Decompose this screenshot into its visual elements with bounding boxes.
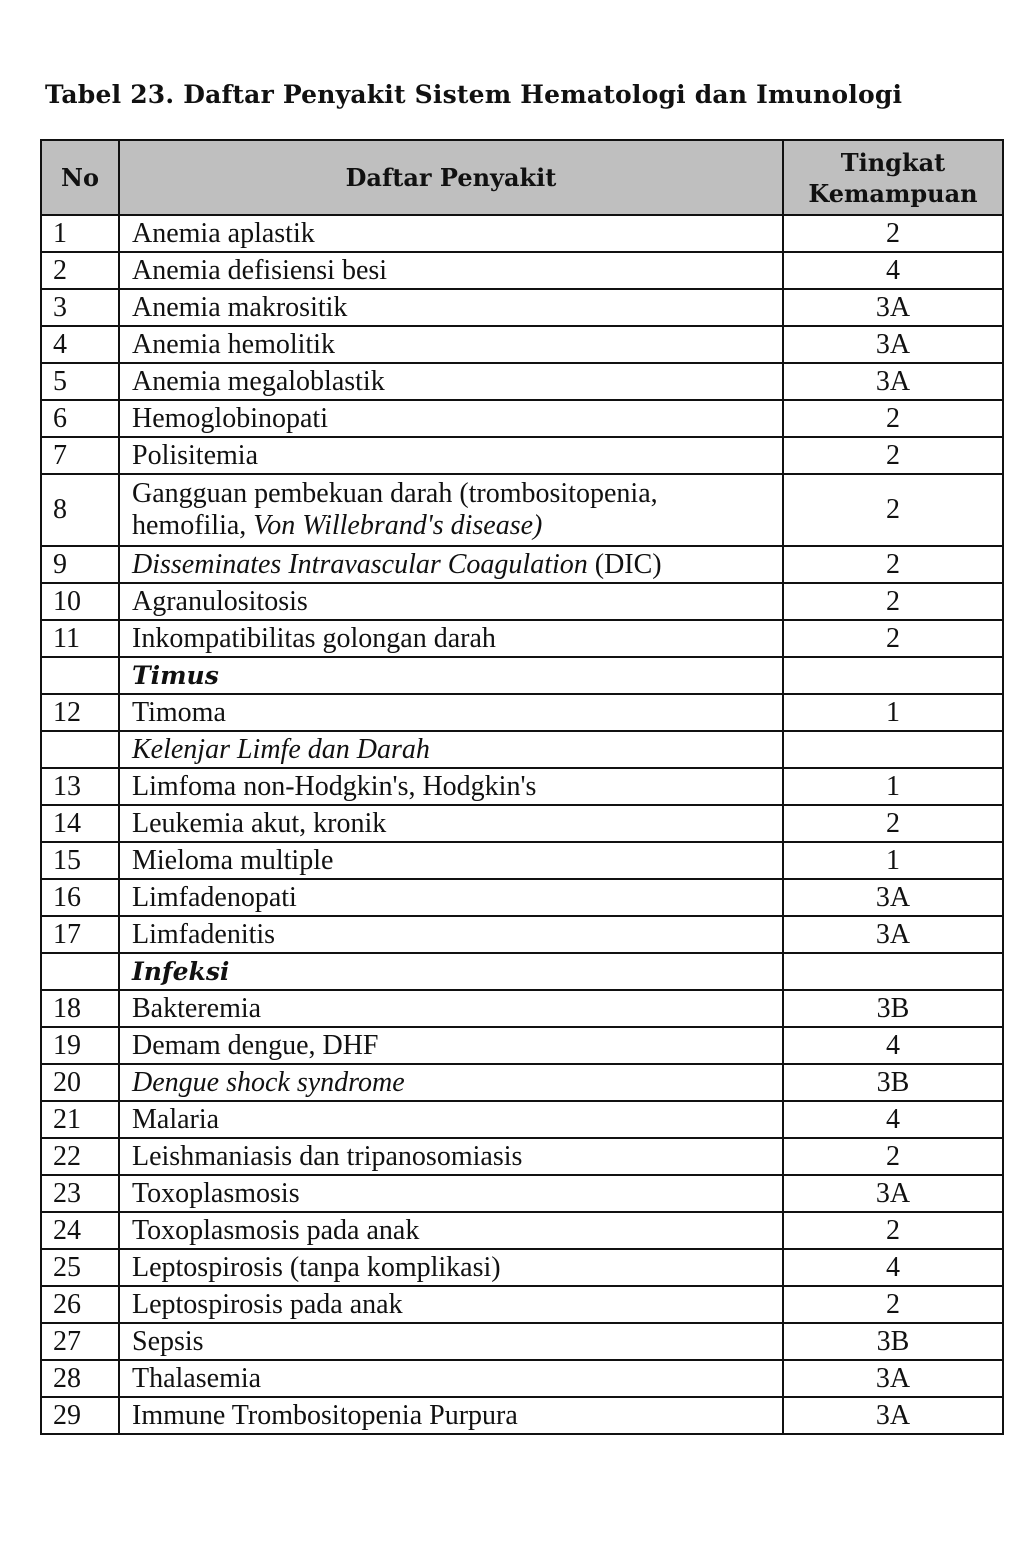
disease-name [119,215,783,252]
header-row [41,140,1003,215]
table-row [41,1323,1003,1360]
section-no-cell [41,731,119,768]
table-row [41,1360,1003,1397]
disease-name-italic: Disseminates Intravascular Coagulation [132,548,588,580]
disease-name [119,1360,783,1397]
row-number: 3 [41,289,119,326]
competency-level: 1 [783,768,1003,805]
row-number: 29 [41,1397,119,1434]
header-no: No [41,140,119,215]
disease-name-text: Gangguan pembekuan darah (trombositopenia, [132,478,658,509]
table-row [41,768,1003,805]
disease-name [119,1138,783,1175]
header-competency-level [783,140,1003,215]
competency-level: 3A [783,879,1003,916]
row-number: 16 [41,879,119,916]
section-title-cell [119,657,783,694]
table-row [41,842,1003,879]
row-number: 28 [41,1360,119,1397]
disease-name-text: Immune Trombositopenia Purpura [132,1399,518,1431]
row-number: 13 [41,768,119,805]
row-number: 2 [41,252,119,289]
disease-name-text: Toxoplasmosis pada anak [132,1214,420,1246]
table-row [41,1249,1003,1286]
disease-name [119,252,783,289]
disease-name-text: Inkompatibilitas golongan darah [132,622,496,654]
disease-name-text: Anemia megaloblastik [132,365,385,397]
table-row [41,1138,1003,1175]
competency-level: 3A [783,916,1003,953]
competency-level: 2 [783,805,1003,842]
competency-level: 2 [783,437,1003,474]
row-number: 25 [41,1249,119,1286]
disease-name-text: Toxoplasmosis [132,1177,300,1209]
disease-name [119,1323,783,1360]
section-title: Infeksi [132,956,230,986]
competency-level: 2 [783,583,1003,620]
table-row [41,252,1003,289]
section-level-cell [783,731,1003,768]
disease-name-text: Limfadenitis [132,918,276,950]
competency-level: 4 [783,1249,1003,1286]
section-no-cell [41,953,119,990]
row-number: 20 [41,1064,119,1101]
disease-name [119,1064,783,1101]
row-number: 8 [41,474,119,546]
disease-name-text: Sepsis [132,1325,204,1357]
disease-name-text: Limfoma non-Hodgkin's, Hodgkin's [132,770,537,802]
disease-name [119,583,783,620]
section-title: Timus [132,660,219,690]
competency-level: 2 [783,620,1003,657]
table-row [41,400,1003,437]
table-row [41,1064,1003,1101]
section-title-cell [119,731,783,768]
disease-name [119,990,783,1027]
header-disease-list: Daftar Penyakit [119,140,783,215]
disease-name [119,1175,783,1212]
disease-name [119,805,783,842]
table-row [41,1397,1003,1434]
row-number: 4 [41,326,119,363]
competency-level: 4 [783,1101,1003,1138]
disease-name [119,289,783,326]
table-row [41,437,1003,474]
disease-name [119,326,783,363]
table-row [41,694,1003,731]
disease-name [119,879,783,916]
table-row [41,879,1003,916]
competency-level: 2 [783,1286,1003,1323]
disease-name-text: Anemia makrositik [132,291,348,323]
section-row [41,657,1003,694]
section-row [41,731,1003,768]
disease-name [119,1101,783,1138]
competency-level: 3B [783,1323,1003,1360]
competency-level: 2 [783,1138,1003,1175]
disease-name [119,694,783,731]
disease-name-text: Leptospirosis pada anak [132,1288,403,1320]
row-number: 22 [41,1138,119,1175]
table-row [41,474,1003,546]
section-title-cell [119,953,783,990]
header-level-line-1: Tingkat [840,147,946,177]
table-row [41,289,1003,326]
section-no-cell [41,657,119,694]
disease-name-text: Bakteremia [132,992,262,1024]
table-row [41,805,1003,842]
competency-level: 3B [783,1064,1003,1101]
disease-name [119,1286,783,1323]
table-row [41,1101,1003,1138]
competency-level: 2 [783,474,1003,546]
disease-name [119,363,783,400]
disease-name-text: Leukemia akut, kronik [132,807,387,839]
competency-level: 1 [783,694,1003,731]
competency-level: 3B [783,990,1003,1027]
disease-name [119,1027,783,1064]
row-number: 5 [41,363,119,400]
disease-name-text: Demam dengue, DHF [132,1029,379,1061]
disease-name [119,437,783,474]
competency-level: 3A [783,1397,1003,1434]
row-number: 1 [41,215,119,252]
row-number: 27 [41,1323,119,1360]
competency-level: 4 [783,252,1003,289]
table-row [41,215,1003,252]
disease-name-text: Leptospirosis (tanpa komplikasi) [132,1251,501,1283]
table-row [41,1212,1003,1249]
competency-level: 2 [783,1212,1003,1249]
row-number: 9 [41,546,119,583]
disease-name-text: Mieloma multiple [132,844,334,876]
disease-name-text: Malaria [132,1103,220,1135]
disease-name [119,842,783,879]
disease-name-text: Hemoglobinopati [132,402,328,434]
header-level-line-2: Kemampuan [808,178,978,208]
table-row [41,363,1003,400]
disease-name [119,546,783,583]
table-body [41,215,1003,1434]
competency-level: 4 [783,1027,1003,1064]
table-row [41,990,1003,1027]
competency-level: 1 [783,842,1003,879]
disease-name-text: Leishmaniasis dan tripanosomiasis [132,1140,523,1172]
disease-name-text: Limfadenopati [132,881,297,913]
table-row [41,620,1003,657]
disease-name [119,620,783,657]
disease-name-italic: Dengue shock syndrome [132,1066,405,1098]
row-number: 15 [41,842,119,879]
disease-name-text: Agranulositosis [132,585,308,617]
row-number: 10 [41,583,119,620]
section-title: Kelenjar Limfe dan Darah [132,733,430,765]
competency-level: 3A [783,326,1003,363]
table-row [41,1175,1003,1212]
section-level-cell [783,657,1003,694]
row-number: 19 [41,1027,119,1064]
disease-name [119,916,783,953]
table-row [41,916,1003,953]
table-row [41,1027,1003,1064]
disease-name [119,768,783,805]
disease-name [119,1249,783,1286]
disease-name [119,474,783,546]
competency-level: 3A [783,1360,1003,1397]
disease-name-text: Timoma [132,696,226,728]
row-number: 24 [41,1212,119,1249]
section-level-cell [783,953,1003,990]
disease-name [119,1212,783,1249]
disease-name-text: Anemia hemolitik [132,328,335,360]
row-number: 6 [41,400,119,437]
competency-level: 2 [783,546,1003,583]
row-number: 17 [41,916,119,953]
disease-name [119,1397,783,1434]
disease-name-text: Anemia defisiensi besi [132,254,388,286]
disease-name-text: (DIC) [587,548,662,580]
competency-level: 3A [783,1175,1003,1212]
disease-name-text: Anemia aplastik [132,217,315,249]
table-row [41,1286,1003,1323]
row-number: 26 [41,1286,119,1323]
competency-level: 3A [783,363,1003,400]
disease-name-line-2: hemofilia, [132,510,254,541]
row-number: 11 [41,620,119,657]
table-title: Tabel 23. Daftar Penyakit Sistem Hematologi dan Imunologi [45,80,903,109]
disease-name-text: Thalasemia [132,1362,262,1394]
table-row [41,583,1003,620]
competency-level: 2 [783,400,1003,437]
row-number: 7 [41,437,119,474]
row-number: 18 [41,990,119,1027]
section-row [41,953,1003,990]
table-row [41,546,1003,583]
competency-level: 3A [783,289,1003,326]
competency-level: 2 [783,215,1003,252]
row-number: 12 [41,694,119,731]
disease-name [119,400,783,437]
row-number: 14 [41,805,119,842]
table-row [41,326,1003,363]
row-number: 21 [41,1101,119,1138]
disease-table [40,139,1004,1435]
disease-name-text: Polisitemia [132,439,258,471]
row-number: 23 [41,1175,119,1212]
disease-name-line-2-italic: Von Willebrand's disease) [253,510,543,541]
